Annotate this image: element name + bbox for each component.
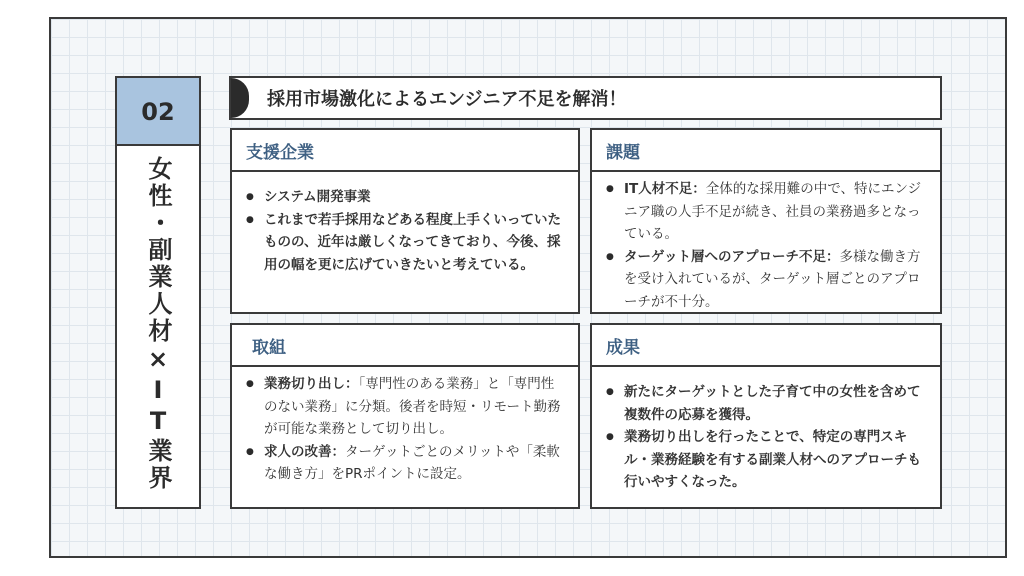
item-text: 多様な働き方を受け入れているが、ターゲット層ごとのアプローチが不十分。 (624, 248, 921, 310)
item-text: ターゲットごとのメリットや「柔軟な働き方」をPRポイントに設定。 (264, 443, 560, 482)
case-number-badge (115, 76, 201, 145)
list-item: ● 新たにターゲットとした子育て中の女性を含めて複数件の応募を獲得。 (606, 381, 926, 426)
card-result-list (606, 381, 926, 494)
card-result (590, 323, 942, 509)
list-item: ● 業務切り出しを行ったことで、特定の専門スキル・業務経験を有する副業人材へのアプローチも行いやすくなった。 (606, 426, 926, 494)
card-issue (590, 128, 942, 314)
vertical-title: 女性・副業人材×IT業界 (144, 156, 172, 492)
card-issue-list (606, 178, 926, 313)
card-result-heading: 成果 (592, 325, 940, 367)
list-item (606, 246, 926, 314)
card-company-list (246, 186, 564, 276)
item-label: 求人の改善： (264, 443, 345, 460)
list-item (606, 178, 926, 246)
vertical-title-panel (115, 144, 201, 509)
item-label: IT人材不足： (624, 181, 706, 197)
title-tab-marker (231, 78, 249, 118)
item-label: 業務切り出し： (264, 376, 359, 392)
page-title: 採用市場激化によるエンジニア不足を解消！ (267, 89, 627, 110)
card-company-heading: 支援企業 (232, 130, 578, 172)
item-text: 全体的な採用難の中で、特にエンジニア職の人手不足が続き、社員の業務過多となっている。 (624, 181, 922, 242)
list-item: ● これまで若手採用などある程度上手くいっていたものの、近年は厳しくなってきており、今後、採用の幅を更に広げていきたいと考えている。 (246, 209, 564, 277)
title-bar (229, 76, 942, 120)
list-item: ● システム開発事業 (246, 186, 564, 209)
card-company (230, 128, 580, 314)
item-text: 「専門性のある業務」と「専門性のない業務」に分類。後者を時短・リモート勤務が可能な業務として切り出し。 (264, 376, 561, 437)
case-number: 02 (141, 97, 175, 126)
list-item (246, 373, 564, 441)
list-item (246, 441, 564, 486)
item-label: ターゲット層へのアプローチ不足： (624, 248, 840, 265)
card-action-list (246, 373, 564, 486)
card-action (230, 323, 580, 509)
card-action-heading: 取組 (232, 325, 578, 367)
card-issue-heading: 課題 (592, 130, 940, 172)
